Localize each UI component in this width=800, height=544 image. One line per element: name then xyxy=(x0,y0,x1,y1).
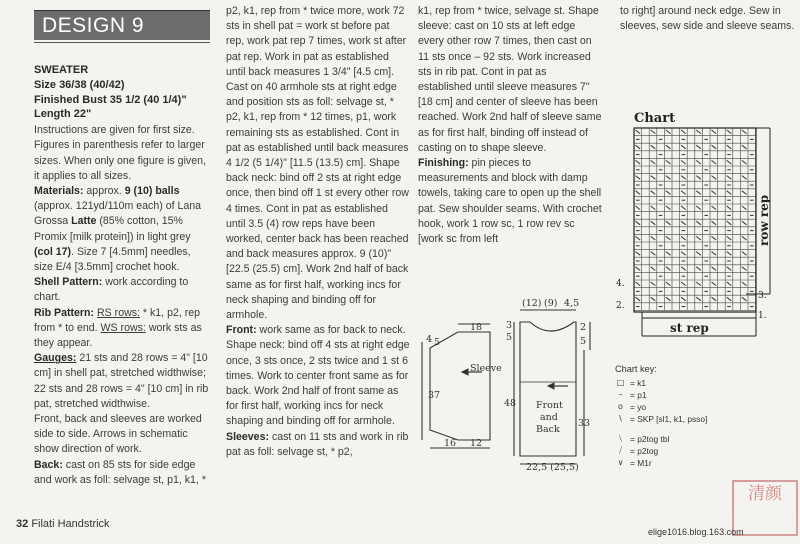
key-item xyxy=(615,389,707,401)
chart-stitch-mark xyxy=(712,160,717,164)
chart-stitch-mark xyxy=(666,282,671,286)
key-symbol: ⧸ xyxy=(619,446,622,455)
body-outline xyxy=(520,322,576,456)
chart-stitch-mark xyxy=(712,130,717,134)
chart-stitch-mark xyxy=(742,252,747,256)
rib-label: Rib Pattern: xyxy=(34,306,95,319)
back-label-schematic: Back xyxy=(536,424,560,435)
gauges-label: Gauges: xyxy=(34,352,77,365)
row-2-label: 2. xyxy=(616,301,625,311)
page-footer xyxy=(16,518,110,530)
dim-top-4-5: 4,5 xyxy=(564,298,580,309)
chart-stitch-mark xyxy=(636,191,641,195)
back-text: cast on 85 sts for side edge and work as foll: selvage st, p1, k1, * xyxy=(34,458,206,486)
chart-stitch-mark xyxy=(636,297,641,301)
column-3 xyxy=(418,4,602,247)
chart-stitch-mark xyxy=(681,191,686,195)
length-line: Length 22" xyxy=(34,108,92,121)
chart-stitch-mark xyxy=(742,206,747,210)
chart-stitch-mark xyxy=(681,252,686,256)
chart-stitch-mark xyxy=(666,176,671,180)
chart-stitch-mark xyxy=(712,206,717,210)
key-symbol: – xyxy=(618,390,623,399)
chart-stitch-mark xyxy=(681,236,686,240)
chart-stitch-mark xyxy=(651,252,656,256)
chart-stitch-mark xyxy=(636,236,641,240)
key-text: = k1 xyxy=(630,378,647,388)
back-label: Back: xyxy=(34,458,63,471)
dim-top-9: (9) xyxy=(544,298,558,309)
materials-pre: approx. xyxy=(83,185,125,197)
key-item xyxy=(615,457,707,469)
dim-3: 3 xyxy=(506,320,513,331)
chart-stitch-mark xyxy=(696,236,701,240)
materials-yarn: Latte xyxy=(71,215,97,228)
chart-stitch-mark xyxy=(666,236,671,240)
chart-stitch-mark xyxy=(727,221,732,225)
row-1-label: 1. xyxy=(758,311,767,321)
key-symbol: ⧹ xyxy=(619,434,622,443)
dim-18: 18 xyxy=(470,322,483,333)
and-label: and xyxy=(540,412,558,423)
chart-stitch-mark xyxy=(666,130,671,134)
chart-stitch-mark xyxy=(651,236,656,240)
rib-paragraph xyxy=(34,306,210,352)
chart-stitch-mark xyxy=(651,160,656,164)
sleeves-label: Sleeves: xyxy=(226,430,269,443)
key-symbol: ∨ xyxy=(617,458,624,467)
chart-stitch-mark xyxy=(727,297,732,301)
dim-5: 5 xyxy=(580,336,587,347)
gauges-paragraph xyxy=(34,351,210,412)
shell-text: work according to chart. xyxy=(34,276,189,304)
chart-stitch-mark xyxy=(696,206,701,210)
chart-stitch-mark xyxy=(651,206,656,210)
dim-12: 12 xyxy=(470,438,483,449)
key-text: = M1r xyxy=(630,458,652,468)
sleeves-continued: k1, rep from * twice, selvage st. Shape sleeve: cast on 10 sts at left edge every other row 7 times, then cast on 11 sts once – 92 sts. Work increased sts in rib pat. Cont in pat as established until sleeve measures 7" [18 cm] and center of sleeve has been reached. Work 2nd half of sleeve same as for first half, binding off instead of casting on to shape sleeve. xyxy=(418,5,602,154)
chart-stitch-mark xyxy=(681,206,686,210)
row-4-label: 4. xyxy=(616,279,625,289)
chart-stitch-mark xyxy=(696,130,701,134)
materials-end: . Size 7 [4.5mm] needles, size E/4 [3.5mm] crochet hook. xyxy=(34,245,191,274)
chart-stitch-mark xyxy=(651,267,656,271)
chart-stitch-mark xyxy=(636,206,641,210)
dim-4-5b: 5 xyxy=(434,337,441,348)
chart-stitch-mark xyxy=(681,297,686,301)
key-text: = p1 xyxy=(630,390,647,400)
chart-stitch-mark xyxy=(666,297,671,301)
chart-stitch-mark xyxy=(666,191,671,195)
chart-stitch-mark xyxy=(727,191,732,195)
chart-stitch-mark xyxy=(742,130,747,134)
front-label-schematic: Front xyxy=(536,400,563,411)
chart-stitch-mark xyxy=(742,145,747,149)
rib-end: work sts as they appear. xyxy=(34,321,202,350)
chart-stitch-mark xyxy=(666,206,671,210)
dim-33: 33 xyxy=(578,418,591,429)
red-seal-stamp: 清颜 xyxy=(732,480,798,536)
dim-bottom: 22,5 (25,5) xyxy=(526,462,579,473)
chart-stitch-mark xyxy=(742,176,747,180)
chart-stitch-mark xyxy=(681,145,686,149)
materials-balls: 9 (10) balls xyxy=(124,185,180,197)
chart-stitch-mark xyxy=(712,221,717,225)
chart-stitch-mark xyxy=(681,130,686,134)
key-item xyxy=(615,401,707,413)
key-symbol: □ xyxy=(616,378,625,387)
shell-paragraph xyxy=(34,275,210,305)
key-text: = p2tog xyxy=(630,446,659,456)
chart-stitch-mark xyxy=(651,221,656,225)
schematic-diagram xyxy=(418,290,613,480)
key-symbol: o xyxy=(618,402,623,411)
key-item xyxy=(615,445,707,457)
chart-stitch-mark xyxy=(666,252,671,256)
chart-stitch-mark xyxy=(636,282,641,286)
chart-stitch-mark xyxy=(681,160,686,164)
chart-stitch-mark xyxy=(712,176,717,180)
chart-stitch-mark xyxy=(636,267,641,271)
materials-paragraph xyxy=(34,184,210,275)
key-item xyxy=(615,377,707,389)
materials-col: (col 17) xyxy=(34,245,72,258)
chart-stitch-mark xyxy=(712,267,717,271)
chart-stitch-mark xyxy=(681,267,686,271)
back-paragraph xyxy=(34,458,210,488)
design-title: DESIGN 9 xyxy=(34,10,210,40)
chart-stitch-mark xyxy=(727,206,732,210)
chart-stitch-mark xyxy=(727,282,732,286)
dim-2: 2 xyxy=(580,322,587,333)
chart-stitch-mark xyxy=(696,221,701,225)
finishing-continued: to right] around neck edge. Sew in sleeves, sew side and sleeve seams. xyxy=(620,5,795,33)
chart-stitch-mark xyxy=(636,176,641,180)
chart-stitch-mark xyxy=(742,282,747,286)
chart-stitch-mark xyxy=(727,267,732,271)
dim-4-5: 4 xyxy=(426,334,433,345)
dim-37: 37 xyxy=(428,390,441,401)
chart-stitch-mark xyxy=(712,252,717,256)
row-rep-label: row rep xyxy=(757,194,771,246)
materials-label: Materials: xyxy=(34,185,84,197)
chart-stitch-mark xyxy=(742,267,747,271)
key-text: = yo xyxy=(630,402,647,412)
chart-stitch-mark xyxy=(636,160,641,164)
dim-48: 48 xyxy=(504,398,517,409)
size-line: Size 36/38 (40/42) xyxy=(34,78,125,91)
chart-stitch-mark xyxy=(651,282,656,286)
chart-stitch-mark xyxy=(651,297,656,301)
chart-stitch-mark xyxy=(742,221,747,225)
chart-stitch-mark xyxy=(651,176,656,180)
chart-stitch-mark xyxy=(636,252,641,256)
chart-stitch-mark xyxy=(712,236,717,240)
chart-stitch-mark xyxy=(727,130,732,134)
sleeve-outline xyxy=(430,332,490,440)
front-label: Front: xyxy=(226,324,257,337)
chart-stitch-mark xyxy=(696,160,701,164)
chart-stitch-mark xyxy=(681,176,686,180)
chart-stitch-mark xyxy=(696,145,701,149)
chart-stitch-mark xyxy=(742,297,747,301)
chart-stitch-mark xyxy=(712,297,717,301)
chart-stitch-mark xyxy=(696,267,701,271)
shell-label: Shell Pattern: xyxy=(34,276,103,289)
column-2 xyxy=(226,4,410,460)
stitch-chart xyxy=(612,126,782,344)
dim-16: 16 xyxy=(444,438,457,449)
rib-ws-label: WS rows: xyxy=(100,321,146,334)
chart-stitch-mark xyxy=(666,145,671,149)
materials-mid: (approx. 121yd/110m each) of Lana Grossa xyxy=(34,200,202,228)
chart-stitch-mark xyxy=(651,191,656,195)
back-continued: p2, k1, rep from * twice more, work 72 sts in shell pat = work st before pat rep, work pat rep 7 times, work st after pat rep. Work in pat as established until back measures 1 3/4" [4.5 cm]. Cast on 40 armhole sts at right edge and position sts as foll: selvage st, * p2, k1, rep from * 12 times, p1, work remaining sts as established. Cont in pat as established until back measures 4 1/2 (5 1/4)" [11.5 (13.5) cm]. Shape back neck: bind off 2 sts at right edge once, then bind off 1 st every other row 4 times. Cont in pat as established until 3.5 (4) row reps have been worked, center back has been reached and back measures approx. 9 (10)" [22.5 (25.5) cm]. Work 2nd half of back same as for first half, working incs for neck shaping and binding off for armhole. xyxy=(226,5,409,322)
chart-stitch-mark xyxy=(666,267,671,271)
chart-stitch-mark xyxy=(727,145,732,149)
chart-stitch-mark xyxy=(727,160,732,164)
chart-stitch-mark xyxy=(636,130,641,134)
sleeves-text: cast on 11 sts and work in rib pat as foll: selvage st, * p2, xyxy=(226,430,409,458)
front-text: work same as for back to neck. Shape neck: bind off 4 sts at right edge once, 3 sts once, 2 sts twice and 1 st 6 times. Work to center front same as for back. Work 2nd half of front same as for first half, working incs for neck shaping and binding off for armhole. xyxy=(226,324,410,428)
chart-stitch-mark xyxy=(727,176,732,180)
column-4 xyxy=(620,4,796,34)
chart-stitch-mark xyxy=(742,191,747,195)
chart-stitch-mark xyxy=(696,191,701,195)
finishing-label: Finishing: xyxy=(418,157,469,170)
chart-stitch-mark xyxy=(712,145,717,149)
key-item xyxy=(615,413,707,425)
chart-stitch-mark xyxy=(696,282,701,286)
rib-mid: * k1, p2, rep from * to end. xyxy=(34,306,201,334)
chart-stitch-mark xyxy=(727,252,732,256)
chart-stitch-mark xyxy=(636,221,641,225)
chart-stitch-mark xyxy=(742,160,747,164)
key-text: = SKP [sl1, k1, psso] xyxy=(630,414,708,424)
st-rep-label: st rep xyxy=(670,321,709,335)
bust-line: Finished Bust 35 1/2 (40 1/4)" xyxy=(34,93,187,106)
front-paragraph xyxy=(226,323,410,429)
sleeve-label: Sleeve xyxy=(470,363,502,374)
chart-key xyxy=(615,363,707,469)
key-text: = p2tog tbl xyxy=(630,434,670,444)
sleeves-paragraph xyxy=(226,430,410,460)
arrows-note: Front, back and sleeves are worked side to side. Arrows in schematic show direction of work. xyxy=(34,413,202,456)
chart-stitch-mark xyxy=(666,160,671,164)
intro-text: Instructions are given for first size. Figures in parenthesis refer to larger sizes. When only one figure is given, it applies to all sizes. xyxy=(34,124,206,182)
chart-stitch-mark xyxy=(651,145,656,149)
garment-name: SWEATER xyxy=(34,64,89,76)
chart-stitch-mark xyxy=(712,191,717,195)
page-number: 32 xyxy=(16,518,29,530)
chart-stitch-mark xyxy=(742,236,747,240)
key-item xyxy=(615,433,707,445)
chart-stitch-mark xyxy=(666,221,671,225)
finishing-text: pin pieces to measurements and block with damp towels, taking care to open up the shell pat. Sew shoulder seams. With crochet hook, work 1 row sc, 1 row rev sc [work sc from left xyxy=(418,157,602,246)
key-symbol: \ xyxy=(619,414,622,423)
finishing-paragraph xyxy=(418,156,602,247)
chart-stitch-mark xyxy=(696,176,701,180)
chart-stitch-mark xyxy=(651,130,656,134)
row-3-label: 3. xyxy=(758,291,767,301)
chart-stitch-mark xyxy=(727,236,732,240)
dim-top-12: (12) xyxy=(522,298,542,309)
chart-stitch-mark xyxy=(681,221,686,225)
column-1 xyxy=(34,10,210,488)
publication-name: Filati Handstrick xyxy=(31,518,110,530)
chart-stitch-mark xyxy=(696,297,701,301)
chart-title: Chart xyxy=(634,111,676,126)
gauges-text: 21 sts and 28 rows = 4" [10 cm] in shell pat, stretched widthwise; 22 sts and 28 rows = 4" [10 cm] in rib pat, stretched widthwise. xyxy=(34,352,209,410)
blog-credit: elige1016.blog.163.com xyxy=(648,527,744,537)
chart-key-title: Chart key: xyxy=(615,364,657,374)
chart-stitch-mark xyxy=(696,252,701,256)
materials-post: (85% cotton, 15% Promix [milk protein]) in light grey xyxy=(34,215,191,243)
chart-stitch-mark xyxy=(681,282,686,286)
dim-3b: 5 xyxy=(506,332,513,343)
chart-stitch-mark xyxy=(636,145,641,149)
rib-rs-label: RS rows: xyxy=(97,306,140,319)
chart-stitch-mark xyxy=(712,282,717,286)
